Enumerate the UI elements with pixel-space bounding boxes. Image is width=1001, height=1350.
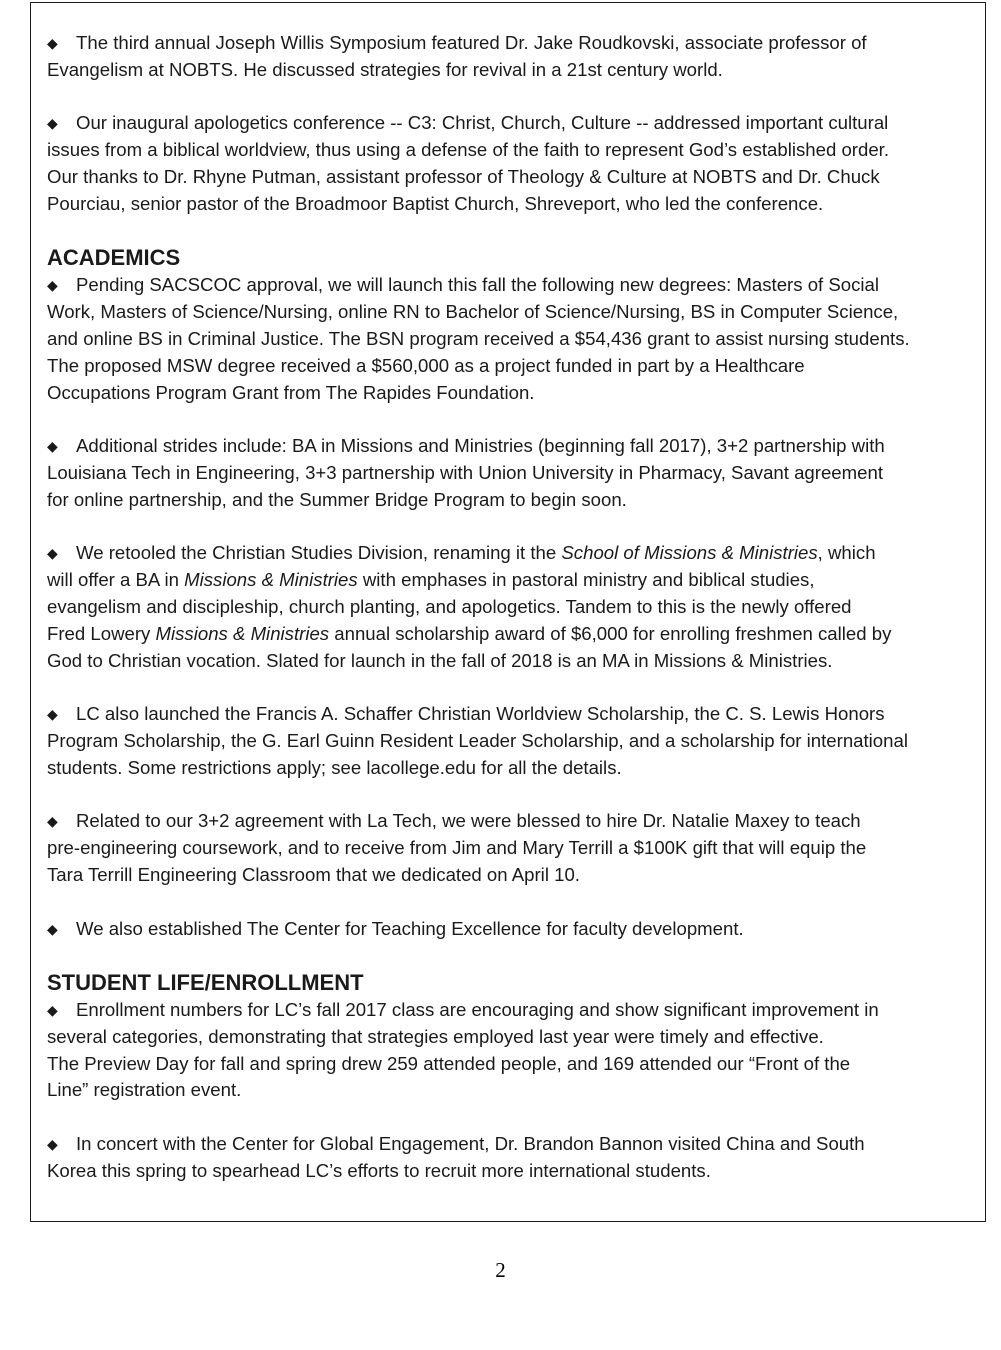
document-body: [47, 30, 977, 1185]
diamond-bullet-icon: ◆: [47, 545, 58, 562]
diamond-bullet-icon: ◆: [47, 706, 58, 723]
diamond-bullet-icon: ◆: [47, 438, 58, 455]
diamond-bullet-icon: ◆: [47, 277, 58, 294]
diamond-bullet-icon: ◆: [47, 1002, 58, 1019]
page-number: 2: [495, 1258, 506, 1282]
paragraph-global-engagement: ◆ In concert with the Center for Global Engagement, Dr. Brandon Bannon visited China and South Korea this spring to spearhead LC’s efforts to recruit more international students.: [47, 1133, 865, 1181]
paragraph-new-degrees: ◆ Pending SACSCOC approval, we will launch this fall the following new degrees: Masters of Social Work, Masters of Science/Nursing, online RN to Bachelor of Science/Nursing, BS in Computer Science, and online BS in Criminal Justice. The BSN program received a $54,436 grant to assist nursing students. The proposed MSW degree received a $560,000 as a project funded in part by a Healthcare Occupations Program Grant from The Rapides Foundation.: [47, 274, 910, 403]
paragraph-la-tech: ◆ Related to our 3+2 agreement with La Tech, we were blessed to hire Dr. Natalie Maxey to teach pre-engineering coursework, and to receive from Jim and Mary Terrill a $100K gift that will equip the Tara Terrill Engineering Classroom that we dedicated on April 10.: [47, 810, 867, 885]
paragraph-teaching-center: ◆ We also established The Center for Teaching Excellence for faculty development.: [47, 916, 977, 943]
section-heading-student-life: STUDENT LIFE/ENROLLMENT: [47, 970, 364, 996]
paragraph-apologetics: ◆ Our inaugural apologetics conference -- C3: Christ, Church, Culture -- addressed important cultural issues from a biblical worldview, thus using a defense of the faith to represent God’s established order. Our thanks to Dr. Rhyne Putman, assistant professor of Theology & Culture at NOBTS and Dr. Chuck Pourciau, senior pastor of the Broadmoor Baptist Church, Shreveport, who led the conference.: [47, 112, 890, 214]
paragraph-enrollment: ◆ Enrollment numbers for LC’s fall 2017 class are encouraging and show significant improvement in several categories, demonstrating that strategies employed last year were timely and effective. The Preview Day for fall and spring drew 259 attended people, and 169 attended our “Front of the Line” registration event.: [47, 999, 879, 1101]
paragraph-scholarships: ◆ LC also launched the Francis A. Schaffer Christian Worldview Scholarship, the C. S. Lewis Honors Program Scholarship, the G. Earl Guinn Resident Leader Scholarship, and a scholarship for international students. Some restrictions apply; see lacollege.edu for all the details.: [47, 703, 908, 778]
diamond-bullet-icon: ◆: [47, 115, 58, 132]
diamond-bullet-icon: ◆: [47, 813, 58, 830]
diamond-bullet-icon: ◆: [47, 920, 58, 937]
diamond-bullet-icon: ◆: [47, 1136, 58, 1153]
diamond-bullet-icon: ◆: [47, 35, 58, 51]
paragraph-christian-studies: ◆ We retooled the Christian Studies Division, renaming it the School of Missions & Ministries, which will offer a BA in Missions & Ministries with emphases in pastoral ministry and biblical studies, evangelism and discipleship, church planting, and apologetics. Tandem to this is the newly offered Fred Lowery Missions & Ministries annual scholarship award of $6,000 for enrolling freshmen called by God to Christian vocation. Slated for launch in the fall of 2018 is an MA in Missions & Ministries.: [47, 542, 892, 671]
paragraph-symposium: ◆ The third annual Joseph Willis Symposium featured Dr. Jake Roudkovski, associate professor of Evangelism at NOBTS. He discussed strategies for revival in a 21st century world.: [47, 32, 867, 80]
paragraph-additional-strides: ◆ Additional strides include: BA in Missions and Ministries (beginning fall 2017), 3+2 partnership with Louisiana Tech in Engineering, 3+3 partnership with Union University in Pharmacy, Savant agreement for online partnership, and the Summer Bridge Program to begin soon.: [47, 435, 885, 510]
section-heading-academics: ACADEMICS: [47, 245, 181, 271]
